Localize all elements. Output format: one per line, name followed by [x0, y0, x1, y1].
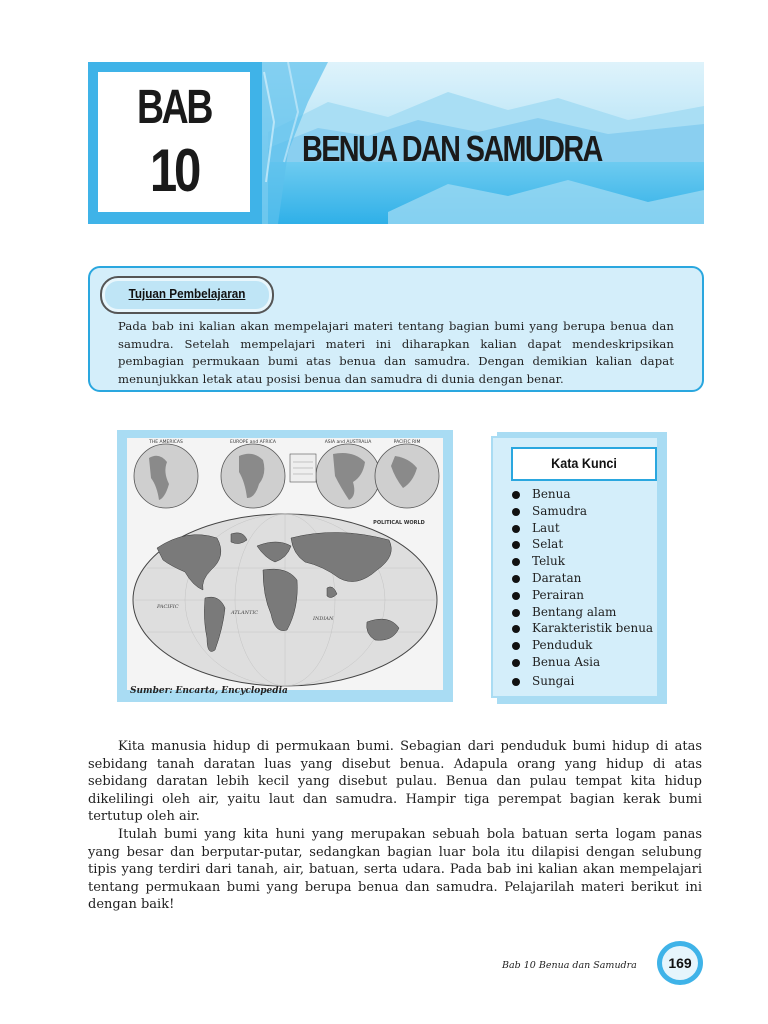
- keyword-item: [512, 587, 653, 604]
- keyword-item: [512, 637, 653, 654]
- chapter-number-box: [88, 62, 262, 224]
- map-title: POLITICAL WORLD: [373, 520, 425, 526]
- chapter-number: 10: [149, 137, 199, 204]
- body-paragraph: Kita manusia hidup di permukaan bumi. Sebagian dari penduduk bumi hidup di atas sebidang tanah daratan luas yang disebut benua. Adapula orang yang hidup di atas sebidang daratan lebih kecil yang disebut pulau. Benua dan pulau tempat kita hidup dikelilingi oleh air, yaitu laut dan samudra. Hampir tiga perempat bagian kerak bumi tertutup oleh air.: [88, 739, 702, 825]
- keyword-text: Daratan: [532, 570, 582, 585]
- keyword-text: Bentang alam: [532, 604, 617, 619]
- keyword-text: Sungai: [532, 673, 575, 688]
- bullet-icon: [512, 491, 520, 499]
- map-caption: [130, 686, 288, 696]
- bullet-icon: [512, 678, 520, 686]
- bullet-icon: [512, 659, 520, 667]
- chapter-title: BENUA DAN SAMUDRA: [302, 128, 602, 169]
- world-map-image: [127, 438, 443, 690]
- bullet-icon: [512, 575, 520, 583]
- keyword-item: [512, 503, 653, 520]
- bullet-icon: [512, 642, 520, 650]
- keyword-item: [512, 536, 653, 553]
- bullet-icon: [512, 541, 520, 549]
- keyword-text: Teluk: [532, 554, 566, 569]
- page-number-circle: [662, 946, 698, 980]
- ocean-label-atlantic: ATLANTIC: [231, 610, 259, 616]
- learning-objectives-text: Pada bab ini kalian akan mempelajari materi tentang bagian bumi yang berupa benua dan samudra. Setelah mempelajari materi ini diharapkan kalian dapat mendeskripsikan pembagian permukaan bumi atas benua dan samudra. Dengan demikian kalian dapat menunjukkan letak atau posisi benua dan samudra di dunia dengan benar.: [118, 319, 674, 386]
- ocean-label-indian: INDIAN: [313, 616, 334, 622]
- chapter-number-panel: [98, 72, 250, 212]
- keyword-item: [512, 604, 653, 621]
- keyword-text: Benua: [532, 487, 571, 501]
- bullet-icon: [512, 625, 520, 633]
- ocean-label-pacific: PACIFIC: [157, 604, 179, 610]
- keyword-item: [512, 570, 653, 587]
- keyword-item: [512, 654, 653, 671]
- bullet-icon: [512, 592, 520, 600]
- keyword-item: [512, 486, 653, 503]
- caption-label: Sumber:: [130, 686, 173, 696]
- page-number: 169: [668, 955, 692, 971]
- bullet-icon: [512, 558, 520, 566]
- footer-chapter-label: Bab 10 Benua dan Samudra: [502, 960, 637, 971]
- learning-objectives-tag: [100, 276, 274, 314]
- bullet-icon: [512, 609, 520, 617]
- keyword-text: Benua Asia: [532, 654, 601, 669]
- globe-label-americas: THE AMERICAS: [149, 440, 183, 445]
- keyword-text: Perairan: [532, 587, 584, 602]
- globe-label-pacific-rim: PACIFIC RIM: [393, 440, 421, 445]
- keyword-item: [512, 520, 653, 537]
- keyword-item: [512, 673, 653, 690]
- keywords-title-box: [511, 447, 657, 481]
- globe-label-europe-africa: EUROPE and AFRICA: [229, 440, 277, 445]
- world-map-illustration: [127, 438, 443, 690]
- learning-objectives-label: Tujuan Pembelajaran: [128, 286, 246, 301]
- keyword-item: [512, 553, 653, 570]
- keyword-text: Karakteristik benua: [532, 621, 654, 636]
- caption-source: Encarta, Encyclopedia: [175, 686, 288, 696]
- bab-label: BAB: [136, 81, 212, 134]
- keywords-list: [512, 486, 653, 690]
- keyword-item: [512, 620, 653, 637]
- page-number-badge: [657, 941, 703, 985]
- keyword-text: Laut: [532, 520, 560, 535]
- body-text: [88, 738, 702, 914]
- bullet-icon: [512, 525, 520, 533]
- globe-label-asia-australia: ASIA and AUSTRALIA: [324, 440, 372, 445]
- body-paragraph: Itulah bumi yang kita huni yang merupakan sebuah bola batuan serta logam panas yang besar dan berputar-putar, sedangkan bagian luar bola itu dilapisi dengan selubung tipis yang terdiri dari tanah, air, batuan, serta udara. Pada bab ini kalian akan mempelajari tentang permukaan bumi yang berupa benua dan samudra. Pelajarilah materi berikut ini dengan baik!: [88, 826, 702, 913]
- world-map-frame: [117, 430, 453, 702]
- keywords-title: Kata Kunci: [551, 455, 617, 471]
- keyword-text: Selat: [532, 537, 564, 552]
- keyword-text: Penduduk: [532, 638, 593, 653]
- bullet-icon: [512, 508, 520, 516]
- keyword-text: Samudra: [532, 503, 588, 518]
